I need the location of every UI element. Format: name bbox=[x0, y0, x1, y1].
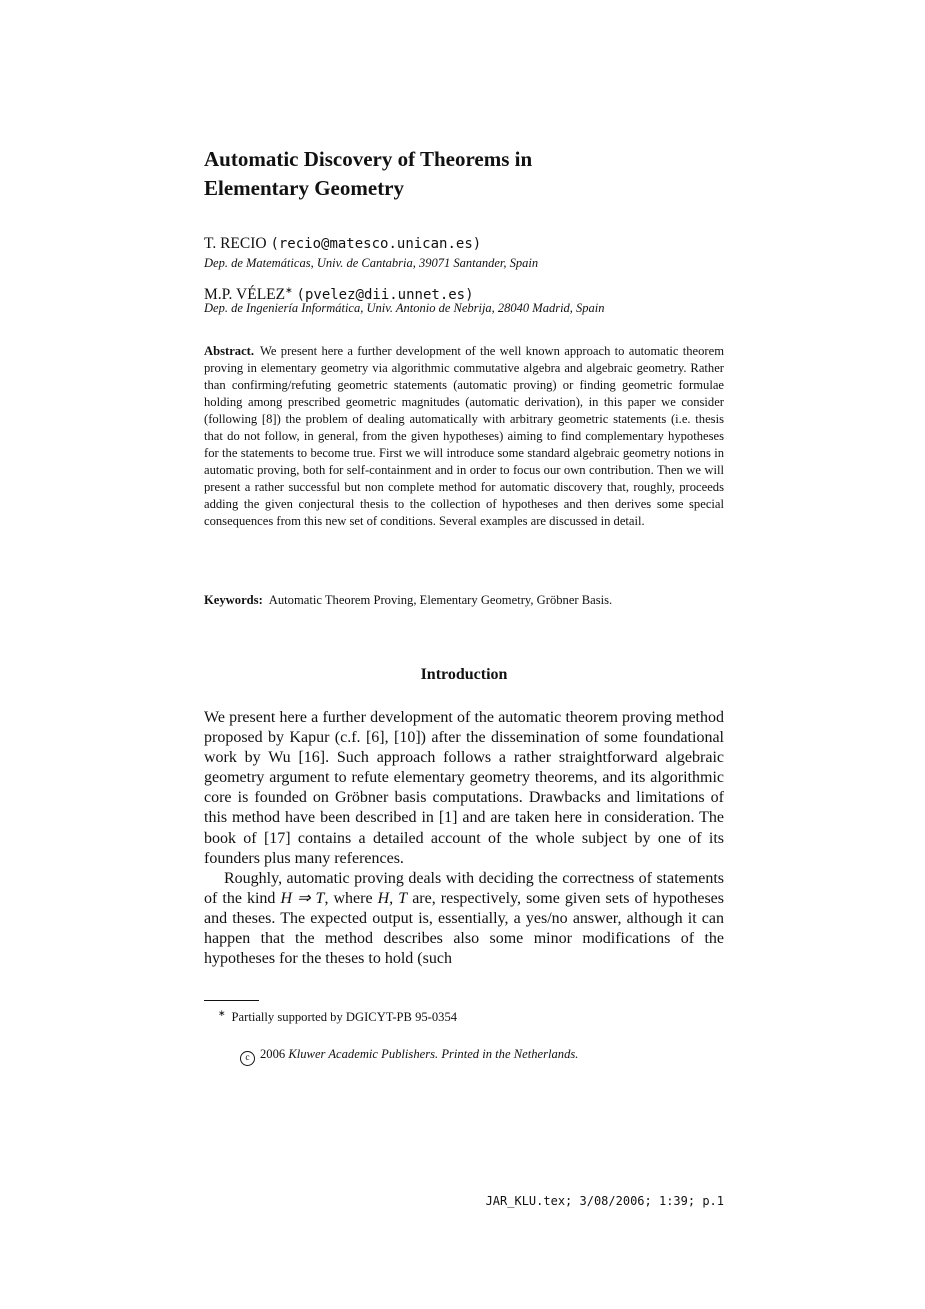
paragraph-2-text-b: , where bbox=[324, 889, 378, 907]
footnote-mark: ∗ bbox=[218, 1008, 226, 1018]
math-implication: H ⇒ T bbox=[280, 889, 325, 907]
title-line-2: Elementary Geometry bbox=[204, 176, 405, 200]
paragraph-1: We present here a further development of the automatic theorem proving method proposed by Kapur (c.f. [6], [10]) after the dissemination of some foundational work by Wu [16]. Such approach follows a rather straightforward algebraic geometry argument to refute elementary geometry theorems, and its algorithmic core is founded on Gröbner basis computations. Drawbacks and limitations of this method have been described in [1] and are taken here in consideration. The book of [17] contains a detailed account of the whole subject by one of its founders plus many references. bbox=[204, 709, 724, 867]
footnote bbox=[218, 1005, 457, 1025]
copyright-year: 2006 bbox=[260, 1047, 286, 1061]
author-2-email: (pvelez@dii.unnet.es) bbox=[296, 287, 474, 304]
paper-title bbox=[204, 145, 724, 203]
title-line-1: Automatic Discovery of Theorems in bbox=[204, 147, 533, 171]
author-1-name: T. RECIO bbox=[204, 235, 267, 252]
author-2-name: M.P. VÉLEZ bbox=[204, 286, 286, 304]
keywords-label: Keywords: bbox=[204, 593, 263, 607]
author-2-footnote-mark: ∗ bbox=[285, 285, 293, 295]
keywords bbox=[204, 592, 724, 609]
abstract bbox=[204, 343, 724, 530]
footnote-text: Partially supported by DGICYT-PB 95-0354 bbox=[231, 1010, 458, 1025]
paragraph-2-text-c: are, respectively, some given sets of hypotheses and theses. The expected output is, essentially, a yes/no answer, although it can happen that the method describes also some minor modifications of the hypotheses for the theses to hold (such bbox=[204, 889, 725, 968]
math-sets: H, T bbox=[377, 889, 408, 907]
keywords-text: Automatic Theorem Proving, Elementary Geometry, Gröbner Basis. bbox=[268, 593, 613, 607]
copyright-icon: c bbox=[240, 1051, 255, 1066]
footnote-rule bbox=[204, 1000, 259, 1001]
author-1-email: (recio@matesco.unican.es) bbox=[270, 236, 482, 252]
section-heading-introduction: Introduction bbox=[420, 666, 508, 683]
introduction-body bbox=[204, 708, 724, 969]
running-footer: JAR_KLU.tex; 3/08/2006; 1:39; p.1 bbox=[485, 1194, 724, 1208]
copyright-line bbox=[240, 1046, 578, 1066]
author-2-affiliation: Dep. de Ingeniería Informática, Univ. Antonio de Nebrija, 28040 Madrid, Spain bbox=[204, 301, 605, 315]
abstract-text: We present here a further development of the well known approach to automatic theorem proving in elementary geometry via algorithmic commutative algebra and algebraic geometry. Rather than confirming/refuting geometric statements (automatic proving) or finding geometric formulae holding among prescribed geometric magnitudes (automatic derivation), in this paper we consider (following [8]) the problem of dealing automatically with arbitrary geometric statements (i.e. thesis that do not follow, in general, from the given hypotheses) aiming to find complementary hypotheses for the statements to become true. First we will introduce some standard algebraic geometry notions in automatic proving, both for self-containment and in order to focus our own contribution. Then we will present a rather successful but non complete method for automatic discovery that, roughly, proceeds adding the given conjectural thesis to the collection of hypotheses and then derives some special consequences from this new set of conditions. Several examples are discussed in detail. bbox=[204, 344, 724, 528]
abstract-label: Abstract. bbox=[204, 344, 255, 358]
paragraph-2 bbox=[204, 869, 724, 969]
paragraph-2-text-a: Roughly, automatic proving deals with deciding the correctness of statements of the kind bbox=[204, 869, 724, 907]
copyright-publisher: Kluwer Academic Publishers. Printed in the Netherlands. bbox=[288, 1047, 579, 1061]
author-1-affiliation: Dep. de Matemáticas, Univ. de Cantabria, 39071 Santander, Spain bbox=[204, 256, 539, 270]
author-1 bbox=[204, 235, 481, 253]
